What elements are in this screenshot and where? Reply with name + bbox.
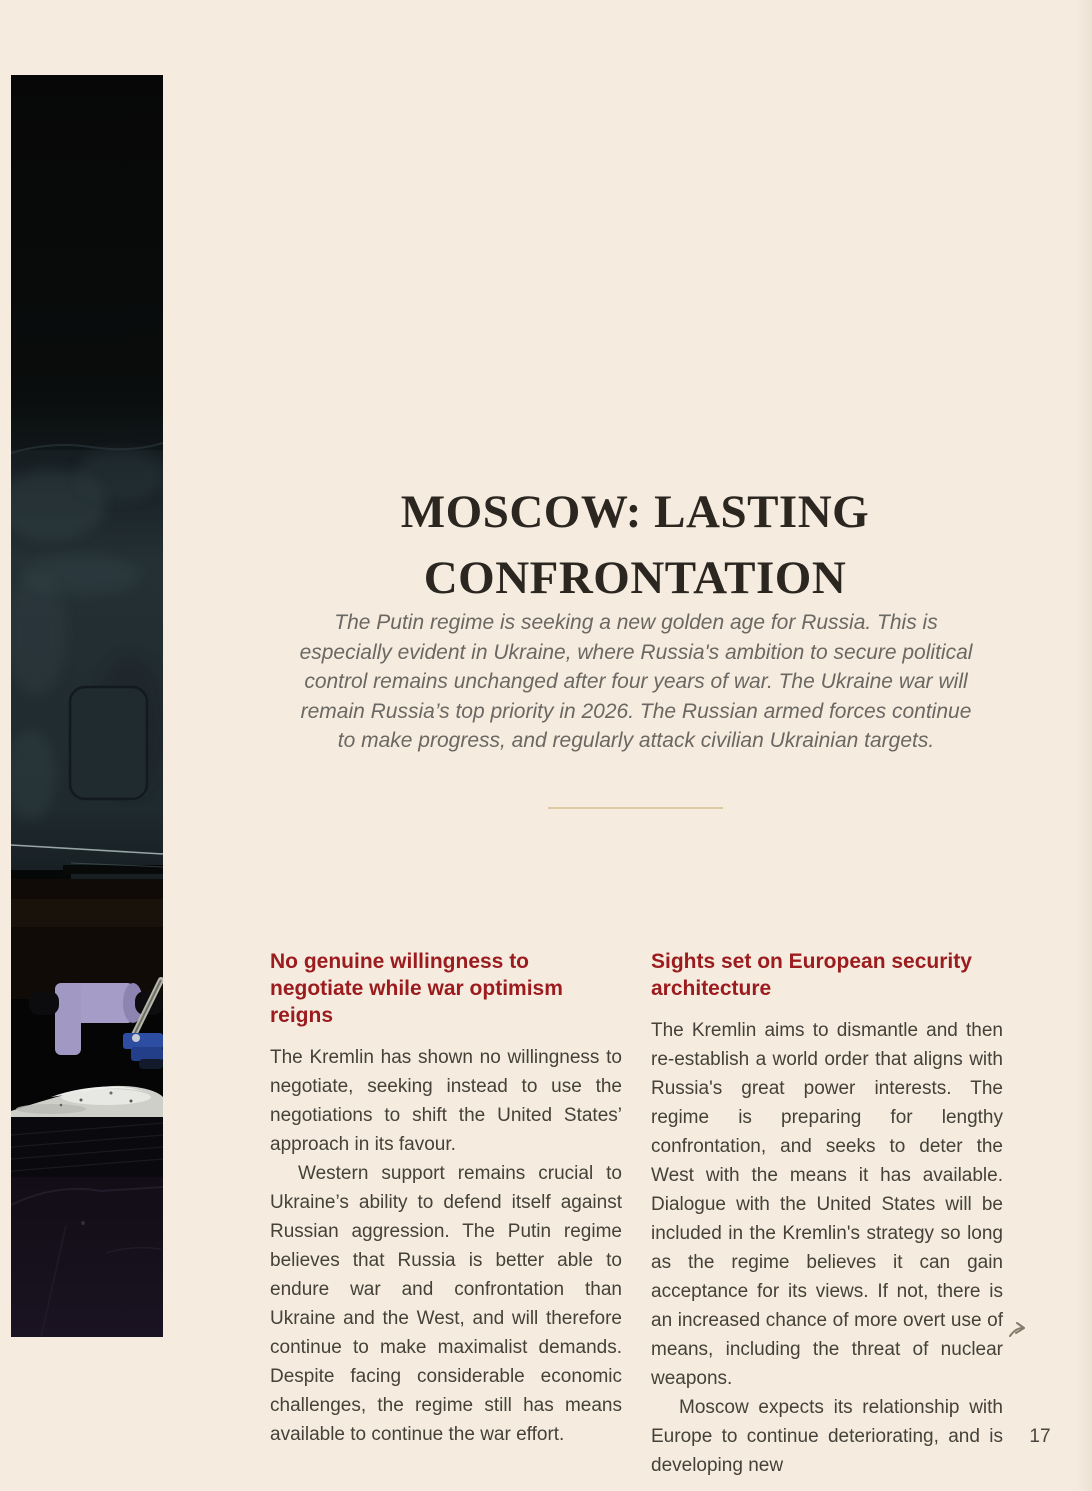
right-column-heading: Sights set on European security architecture	[651, 950, 972, 1000]
hatch-outline	[70, 687, 147, 799]
section-divider	[548, 807, 723, 809]
hull-photo-art	[11, 75, 163, 1337]
right-paragraph-1: The Kremlin aims to dismantle and then re-establish a world order that aligns with Russia's great power interests. The regime is preparing for lengthy confrontation, and seeks to deter the West with the means it has available. Dialogue with the United States will be included in the Kremlin's strategy so long as the regime believes it can gain acceptance for its views. If not, there is an increased chance of more overt use of means, including the threat of nuclear weapons.	[651, 1020, 1003, 1389]
page-edge-shade	[1076, 0, 1092, 1491]
right-column	[651, 948, 1003, 1480]
right-paragraph-2: Moscow expects its relationship with Europe to continue deteriorating, and is developing new	[651, 1397, 1003, 1476]
text-continues-arrow-icon	[1008, 1318, 1032, 1342]
left-column-body	[270, 1043, 622, 1449]
page-title-line-2: CONFRONTATION	[423, 552, 847, 605]
page-title-line-1: MOSCOW: LASTING	[400, 486, 870, 539]
intro-paragraph: The Putin regime is seeking a new golden age for Russia. This is especially evident in Ukraine, where Russia's ambition to secure political control remains unchanged after four years of war. The Ukraine war will remain Russia’s top priority in 2026. The Russian armed forces continue to make progress, and regularly attack civilian Ukrainian targets.	[299, 611, 973, 752]
left-paragraph-1: The Kremlin has shown no willingness to negotiate, seeking instead to use the negotiations to shift the United States’ approach in its favour.	[270, 1047, 622, 1155]
right-column-body	[651, 1016, 1003, 1480]
hull-photo	[11, 75, 163, 1337]
left-column-heading: No genuine willingness to negotiate while war optimism reigns	[270, 950, 563, 1027]
page-number: 17	[1029, 1426, 1051, 1447]
left-column	[270, 948, 622, 1449]
page-title	[270, 479, 1000, 611]
left-paragraph-2: Western support remains crucial to Ukraine’s ability to defend itself against Russian aggression. The Putin regime believes that Russia is better able to endure war and confrontation than Ukraine and the West, and will therefore continue to make maximalist demands. Despite facing considerable economic challenges, the regime still has means available to continue the war effort.	[270, 1163, 622, 1445]
